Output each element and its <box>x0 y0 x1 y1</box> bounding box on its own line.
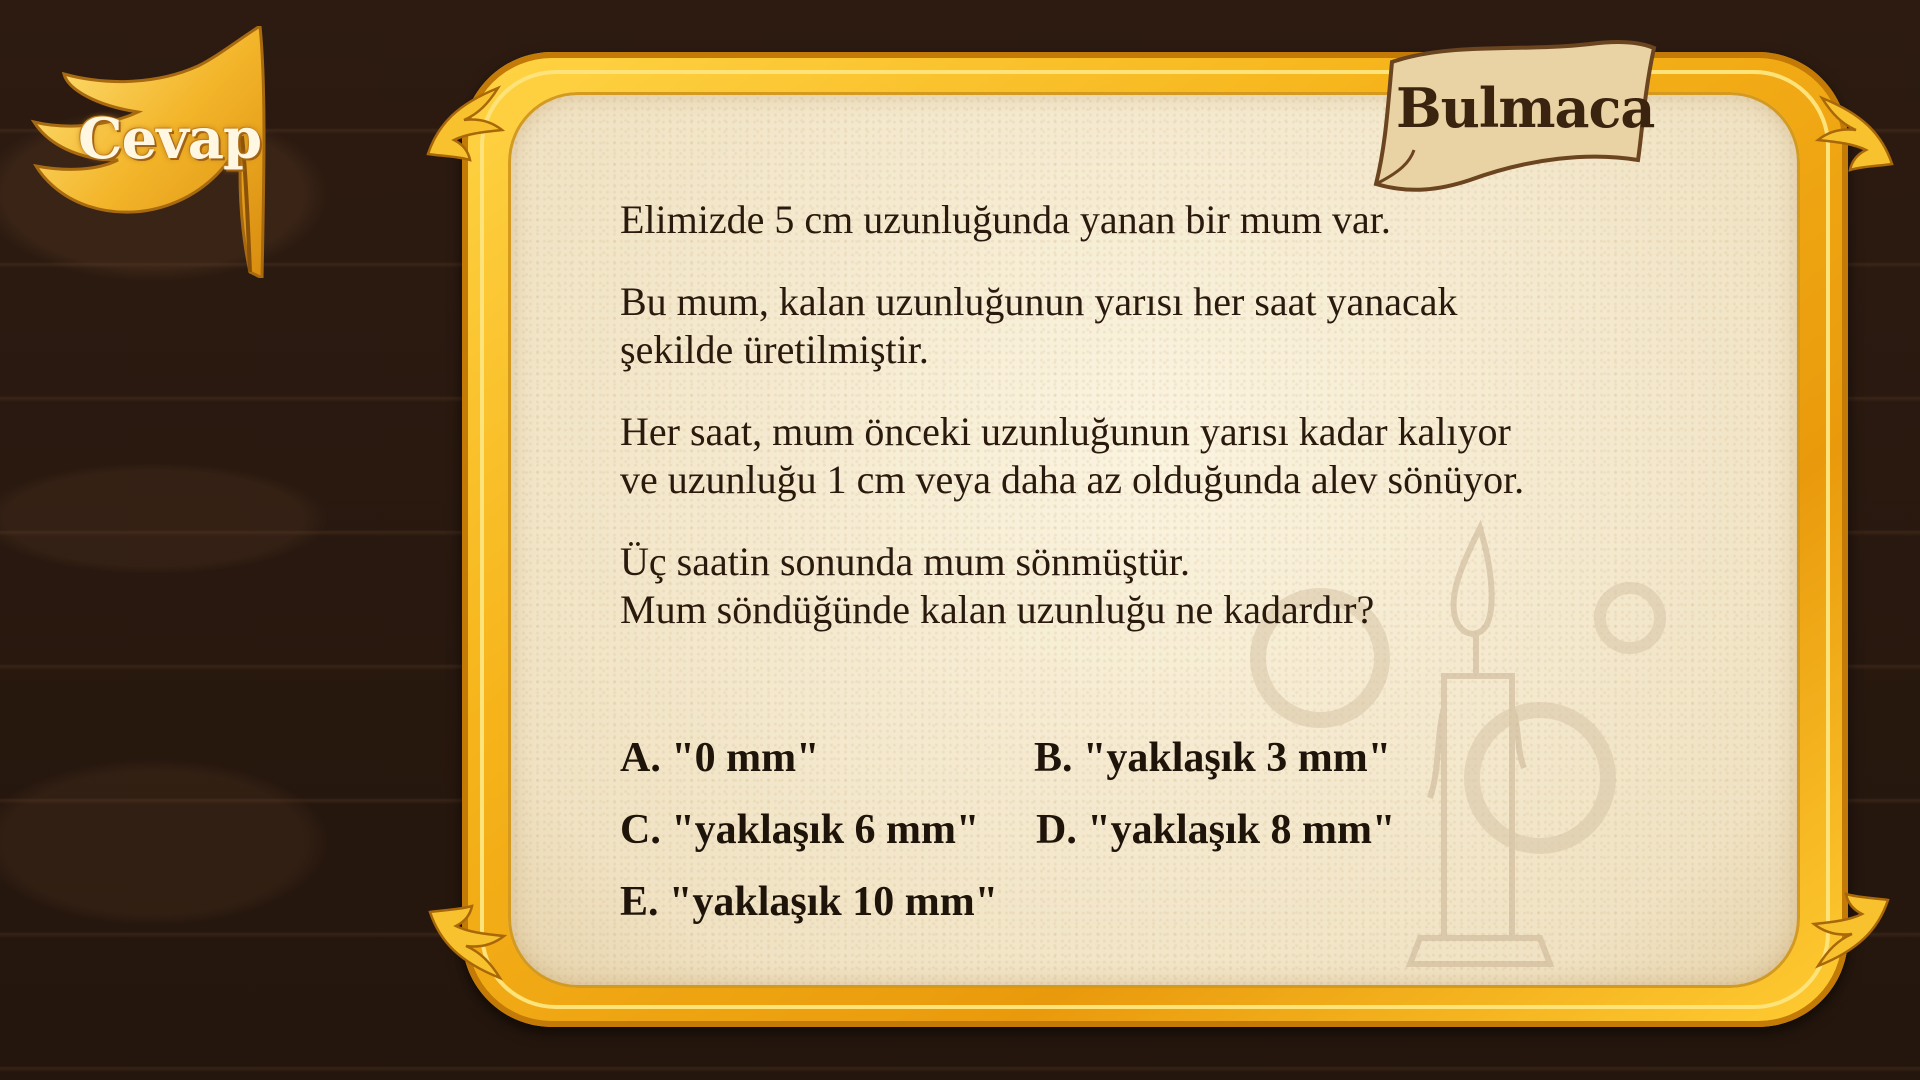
question-paragraph: Üç saatin sonunda mum sönmüştür. Mum söndüğünde kalan uzunluğu ne kadardır? <box>620 539 1375 632</box>
puzzle-banner <box>1370 34 1660 196</box>
question-paragraph: Elimizde 5 cm uzunluğunda yanan bir mum var. <box>620 197 1391 242</box>
answer-option-b[interactable]: B. "yaklaşık 3 mm" <box>1034 735 1392 781</box>
question-text <box>620 196 1640 668</box>
answer-option-c[interactable]: C. "yaklaşık 6 mm" <box>620 807 980 853</box>
answer-option-e[interactable]: E. "yaklaşık 10 mm" <box>620 879 999 925</box>
answer-option-d[interactable]: D. "yaklaşık 8 mm" <box>1036 807 1396 853</box>
puzzle-banner-title: Bulmaca <box>1396 76 1655 140</box>
corner-ornament-icon <box>418 74 508 164</box>
corner-ornament-icon <box>1808 890 1898 980</box>
corner-ornament-icon <box>420 902 510 992</box>
question-paragraph: Her saat, mum önceki uzunluğunun yarısı kadar kalıyor ve uzunluğu 1 cm veya daha az olduğunda alev sönüyor. <box>620 409 1525 502</box>
corner-ornament-icon <box>1812 84 1902 174</box>
answer-button[interactable] <box>28 26 284 278</box>
question-paragraph: Bu mum, kalan uzunluğunun yarısı her saat yanacak şekilde üretilmiştir. <box>620 279 1458 372</box>
answer-button-label: Cevap <box>78 106 262 172</box>
answer-option-a[interactable]: A. "0 mm" <box>620 735 820 781</box>
